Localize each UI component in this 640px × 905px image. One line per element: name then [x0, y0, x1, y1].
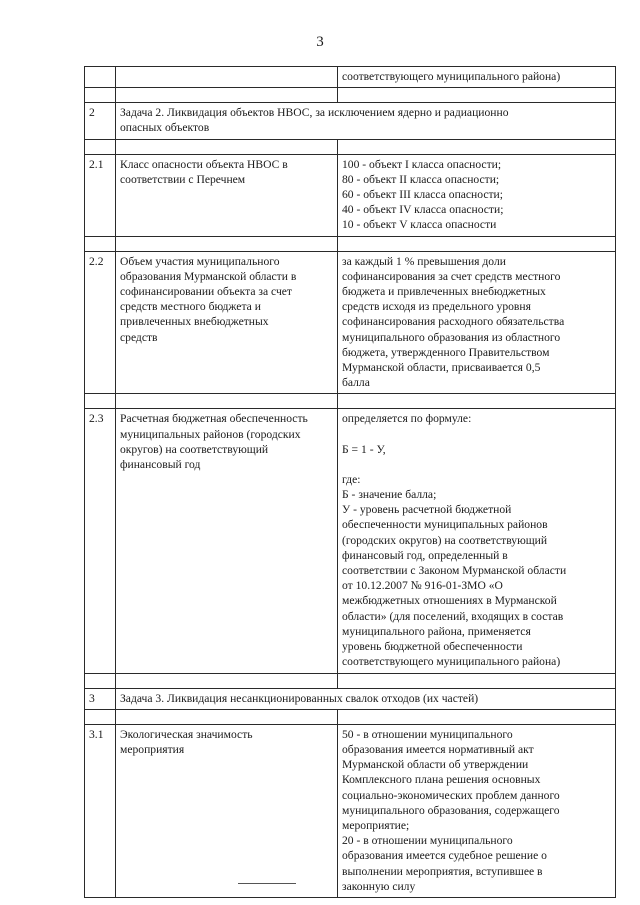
cell-line: обеспеченности муниципальных районов	[342, 518, 548, 532]
row-number-cell: 2	[85, 103, 116, 139]
cell-line: образования имеется судебное решение о	[342, 849, 547, 863]
cell-line: соответствующего муниципального района)	[342, 70, 561, 83]
cell-line: 10 - объект V класса опасности	[342, 218, 497, 232]
cell-line: за каждый 1 % превышения доли	[342, 254, 506, 268]
formula: Б = 1 - У,	[342, 442, 386, 456]
cell-line: образования Мурманской области в	[120, 269, 297, 283]
cell-line: 20 - в отношении муниципального	[342, 834, 513, 848]
cell-line: уровень бюджетной обеспеченности	[342, 640, 523, 654]
cell-line: У - уровень расчетной бюджетной	[342, 503, 512, 517]
cell-line: мероприятие;	[342, 818, 410, 832]
table-row	[85, 409, 616, 673]
cell-line: образования имеется нормативный акт	[342, 742, 534, 756]
table-row	[85, 103, 616, 139]
cell-line: Класс опасности объекта НВОС в	[120, 157, 288, 171]
task-heading-cell	[116, 103, 616, 139]
formula-intro: определяется по формуле:	[342, 412, 472, 426]
cell-line: (городских округов) на соответствующий	[342, 533, 548, 547]
table-row	[85, 724, 616, 897]
cell-line: 100 - объект I класса опасности;	[342, 157, 502, 171]
cell-line: бюджета и привлеченных внебюджетных	[342, 285, 546, 299]
row-number-cell: 2.3	[85, 409, 116, 673]
cell-line: 80 - объект II класса опасности;	[342, 172, 500, 186]
cell-line: финансовый год, определенный в	[342, 548, 508, 562]
table-row	[85, 688, 616, 709]
cell-line: Экологическая значимость	[120, 727, 253, 741]
task-heading-cell	[116, 688, 616, 709]
cell-line: 50 - в отношении муниципального	[342, 727, 513, 741]
cell-line: округов) на соответствующий	[120, 442, 269, 456]
cell-line: финансовый год	[120, 458, 201, 472]
criterion-cell	[116, 724, 338, 897]
row-gap	[85, 236, 616, 251]
cell-line: выполнении мероприятия, вступившее в	[342, 864, 543, 878]
row-number-cell: 2.1	[85, 154, 116, 236]
cell-line: муниципального района, применяется	[342, 624, 531, 638]
cell-line: Мурманской области, присваивается 0,5	[342, 361, 541, 375]
row-gap	[85, 709, 616, 724]
task-heading-line: опасных объектов	[120, 121, 210, 135]
table-row	[85, 154, 616, 236]
cell-line: привлеченных внебюджетных	[120, 315, 269, 329]
criterion-cell	[116, 154, 338, 236]
table-row	[85, 251, 616, 394]
page-number: 3	[316, 34, 324, 50]
criteria-table	[84, 66, 616, 898]
cell-line: Расчетная бюджетная обеспеченность	[120, 412, 308, 426]
row-gap	[85, 394, 616, 409]
cell-line: где:	[342, 472, 361, 486]
task-heading-line: Задача 2. Ликвидация объектов НВОС, за исключением ядерно и радиационно	[120, 106, 509, 120]
cell-line: 40 - объект IV класса опасности;	[342, 203, 504, 217]
cell-line: средств	[120, 330, 158, 344]
cell-line: софинансировании объекта за счет	[120, 285, 292, 299]
cell-line: софинансирования за счет средств местного	[342, 269, 561, 283]
cell-line: муниципальных районов (городских	[120, 427, 301, 441]
cell-line: Объем участия муниципального	[120, 254, 280, 268]
table-row	[85, 67, 616, 88]
row-number-cell: 3	[85, 688, 116, 709]
cell-line: межбюджетных отношениях в Мурманской	[342, 594, 557, 608]
row-number-cell	[85, 67, 116, 88]
cell-line: соответствующего муниципального района)	[342, 655, 561, 669]
cell-line: соответствии с Законом Мурманской области	[342, 564, 567, 578]
score-cell	[338, 251, 616, 394]
cell-line: области» (для поселений, входящих в состав	[342, 609, 564, 623]
criterion-cell	[116, 251, 338, 394]
cell-line: Мурманской области об утверждении	[342, 758, 529, 772]
criterion-cell	[116, 67, 338, 88]
cell-line: средств местного бюджета и	[120, 300, 261, 314]
cell-line: бюджета, утвержденного Правительством	[342, 345, 550, 359]
row-gap	[85, 88, 616, 103]
cell-line: соответствии с Перечнем	[120, 172, 246, 186]
score-cell	[338, 154, 616, 236]
score-cell	[338, 409, 616, 673]
row-number-cell: 2.2	[85, 251, 116, 394]
score-cell	[338, 67, 616, 88]
criterion-cell	[116, 409, 338, 673]
row-gap	[85, 139, 616, 154]
cell-line: законную силу	[342, 879, 416, 893]
cell-line: балла	[342, 376, 370, 390]
cell-line: социально-экономических проблем данного	[342, 788, 560, 802]
cell-line: муниципального образования из областного	[342, 330, 561, 344]
cell-line: Комплексного плана решения основных	[342, 773, 541, 787]
task-heading-line: Задача 3. Ликвидация несанкционированных свалок отходов (их частей)	[120, 691, 479, 705]
cell-line: 60 - объект III класса опасности;	[342, 188, 503, 202]
cell-line: софинансирования расходного обязательства	[342, 315, 565, 329]
cell-line: мероприятия	[120, 742, 185, 756]
row-number-cell: 3.1	[85, 724, 116, 897]
footer-rule	[238, 883, 296, 884]
row-gap	[85, 673, 616, 688]
cell-line: Б - значение балла;	[342, 488, 437, 502]
cell-line: муниципального образования, содержащего	[342, 803, 560, 817]
cell-line: от 10.12.2007 № 916-01-ЗМО «О	[342, 579, 503, 593]
score-cell	[338, 724, 616, 897]
cell-line: средств исходя из предельного уровня	[342, 300, 531, 314]
